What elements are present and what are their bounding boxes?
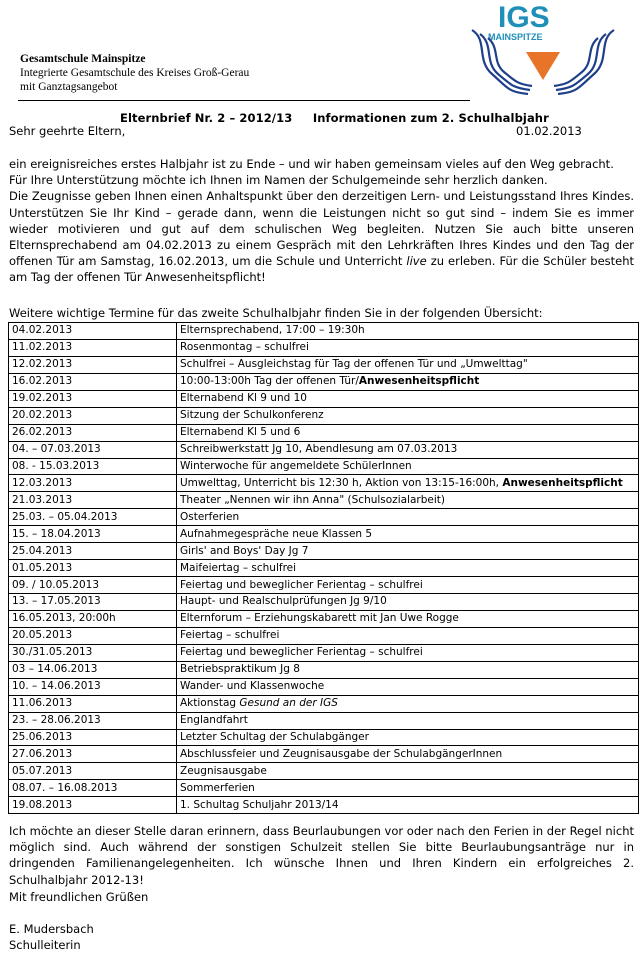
event-text: Elternabend Kl 5 und 6 [180,426,301,439]
table-row [9,560,639,577]
event-text: Aktionstag [180,697,240,710]
event-cell [177,356,639,373]
date-cell: 16.05.2013, 20:00h [9,610,177,627]
event-text: 1. Schultag Schuljahr 2013/14 [180,798,339,811]
date-cell: 23. – 28.06.2013 [9,712,177,729]
event-cell [177,323,639,340]
event-text: Winterwoche für angemeldete SchülerInnen [180,459,412,472]
table-row [9,356,639,373]
date-cell: 25.06.2013 [9,729,177,746]
regards: Mit freundlichen Grüßen [9,890,149,904]
date-cell: 09. / 10.05.2013 [9,577,177,594]
event-cell [177,678,639,695]
paragraph-2: Für Ihre Unterstützung möchte ich Ihnen im Namen der Schulgemeinde sehr herzlich danken. [9,173,548,188]
letter-title: Elternbrief Nr. 2 – 2012/13 Informationen zum 2. Schulhalbjahr [120,111,549,125]
event-emphasis: Anwesenheitspflicht [502,476,623,489]
date-cell: 16.02.2013 [9,373,177,390]
table-row [9,644,639,661]
table-row [9,695,639,712]
school-description: Integrierte Gesamtschule des Kreises Groß-Gerau [20,67,250,79]
event-text: Haupt- und Realschulprüfungen Jg 9/10 [180,595,387,608]
event-text: Feiertag und beweglicher Ferientag – schulfrei [180,646,423,659]
date-cell: 27.06.2013 [9,746,177,763]
event-emphasis: Anwesenheitspflicht [358,375,480,388]
table-row [9,577,639,594]
table-row [9,610,639,627]
table-row [9,407,639,424]
logo-text: IGS [498,1,550,34]
table-row [9,661,639,678]
event-cell [177,492,639,509]
event-cell [177,424,639,441]
table-row [9,475,639,492]
event-cell [177,729,639,746]
logo-triangle-icon [526,52,560,80]
date-cell: 04.02.2013 [9,323,177,340]
event-cell [177,763,639,780]
signer-name: E. Mudersbach [9,922,94,936]
table-row [9,712,639,729]
event-text: Sitzung der Schulkonferenz [180,409,324,422]
event-text: Umwelttag, Unterricht bis 12:30 h, Aktion von 13:15-16:00h, [180,476,503,489]
event-cell [177,390,639,407]
logo-subtext: MAINSPITZE [488,32,543,42]
table-row [9,424,639,441]
table-row [9,729,639,746]
event-cell [177,627,639,644]
signer-role: Schulleiterin [9,938,81,952]
letter-date: 01.02.2013 [516,124,582,138]
table-row [9,441,639,458]
table-row [9,678,639,695]
date-cell: 20.05.2013 [9,627,177,644]
event-text: Sommerferien [180,781,255,794]
paragraph-3-end: zu erleben. Für die Schüler besteht am Tag der offenen Tür Anwesenheitspflicht! [9,254,635,285]
event-text: Elternsprechabend, 17:00 – 19:30h [180,324,365,337]
event-cell [177,797,639,814]
event-cell [177,577,639,594]
event-cell [177,560,639,577]
date-cell: 19.08.2013 [9,797,177,814]
event-text: Feiertag – schulfrei [180,629,280,642]
date-cell: 05.07.2013 [9,763,177,780]
date-cell: 03 – 14.06.2013 [9,661,177,678]
table-row [9,390,639,407]
date-cell: 10. – 14.06.2013 [9,678,177,695]
event-cell [177,458,639,475]
event-cell [177,407,639,424]
schedule-table [8,322,639,814]
event-text: 10:00-13:00h Tag der offenen Tür/ [180,375,359,388]
event-text: Elternforum – Erziehungskabarett mit Jan Uwe Rogge [180,612,459,625]
school-address [20,52,460,94]
date-cell: 21.03.2013 [9,492,177,509]
event-cell [177,746,639,763]
header-divider [18,100,470,101]
event-cell [177,441,639,458]
event-text: Wander- und Klassenwoche [180,680,325,693]
event-cell [177,695,639,712]
date-cell: 08.07. – 16.08.2013 [9,780,177,797]
event-text: Abschlussfeier und Zeugnisausgabe der SchulabgängerInnen [180,747,503,760]
event-cell [177,475,639,492]
event-text: Schreibwerkstatt Jg 10, Abendlesung am 07.03.2013 [180,443,458,456]
event-text: Elternabend Kl 9 und 10 [180,392,307,405]
event-text: Osterferien [180,510,240,523]
date-cell: 01.05.2013 [9,560,177,577]
date-cell: 25.03. – 05.04.2013 [9,509,177,526]
date-cell: 26.02.2013 [9,424,177,441]
event-text: Englandfahrt [180,714,248,727]
school-logo [468,0,618,95]
event-cell [177,610,639,627]
closing-paragraph: Ich möchte an dieser Stelle daran erinnern, dass Beurlaubungen vor oder nach den Ferien in der Regel nicht möglich sind. Auch während der sonstigen Schulzeit stellen Sie bitte Beurlaubungsanträge nur in dringenden Familienangelegenheiten. Ich wünsche Ihnen und Ihren Kindern ein erfolgreiches 2. Schulhalbjahr 2012-13! [9,824,634,887]
paragraph-3 [9,188,634,285]
table-row [9,543,639,560]
table-row [9,627,639,644]
table-row [9,339,639,356]
date-cell: 04. – 07.03.2013 [9,441,177,458]
date-cell: 15. – 18.04.2013 [9,526,177,543]
event-text: Theater „Nennen wir ihn Anna" (Schulsozialarbeit) [180,493,445,506]
table-row [9,492,639,509]
table-row [9,323,639,340]
date-cell: 25.04.2013 [9,543,177,560]
event-text: Schulfrei – Ausgleichstag für Tag der offenen Tür und „Umwelttag" [180,358,528,371]
event-text: Zeugnisausgabe [180,764,267,777]
date-cell: 12.02.2013 [9,356,177,373]
greeting: Sehr geehrte Eltern, [9,124,126,138]
paragraph-1: ein ereignisreiches erstes Halbjahr ist zu Ende – und wir haben gemeinsam vieles auf den Weg gebracht. [9,157,614,171]
event-text: Aufnahmegespräche neue Klassen 5 [180,527,373,540]
table-row [9,373,639,390]
event-text: Rosenmontag – schulfrei [180,341,309,354]
date-cell: 11.06.2013 [9,695,177,712]
table-row [9,594,639,611]
paragraph-3-italic: live [406,254,427,269]
date-cell: 12.03.2013 [9,475,177,492]
date-cell: 30./31.05.2013 [9,644,177,661]
event-cell [177,712,639,729]
table-row [9,746,639,763]
event-text: Girls' and Boys' Day Jg 7 [180,544,309,557]
date-cell: 08. - 15.03.2013 [9,458,177,475]
event-cell [177,339,639,356]
event-cell [177,594,639,611]
date-cell: 11.02.2013 [9,339,177,356]
table-row [9,458,639,475]
table-row [9,797,639,814]
date-cell: 13. – 17.05.2013 [9,594,177,611]
event-text: Letzter Schultag der Schulabgänger [180,730,369,743]
table-row [9,763,639,780]
event-text: Maifeiertag – schulfrei [180,561,297,574]
event-cell [177,543,639,560]
event-cell [177,661,639,678]
date-cell: 19.02.2013 [9,390,177,407]
date-cell: 20.02.2013 [9,407,177,424]
letter-body [9,156,634,286]
school-offer: mit Ganztagsangebot [20,81,118,93]
event-cell [177,509,639,526]
table-row [9,509,639,526]
event-cell [177,373,639,390]
event-cell [177,780,639,797]
table-row [9,780,639,797]
event-cell [177,644,639,661]
paragraph-3-text: Die Zeugnisse geben Ihnen einen Anhaltspunkt über den derzeitigen Lern- und Leistungsstand Ihres Kindes. Unterstützen Sie Ihr Kind – gerade dann, wenn die Leistungen nicht so gut sind – indem Sie es immer wieder motivieren und gut auf dem schulischen Weg begleiten. Nutzen Sie auch bitte unseren Elternsprechabend am 04.02.2013 zu einem Gespräch mit den Lehrkräften Ihres Kindes und den Tag der offenen Tür am Samstag, 16.02.2013, um die Schule und Unterricht [9,189,634,269]
table-intro: Weitere wichtige Termine für das zweite Schulhalbjahr finden Sie in der folgenden Übersicht: [9,306,543,320]
event-italic: Gesund an der IGS [239,697,338,710]
event-text: Feiertag und beweglicher Ferientag – schulfrei [180,578,423,591]
school-name: Gesamtschule Mainspitze [20,53,146,65]
table-row [9,526,639,543]
event-text: Betriebspraktikum Jg 8 [180,663,300,676]
event-cell [177,526,639,543]
